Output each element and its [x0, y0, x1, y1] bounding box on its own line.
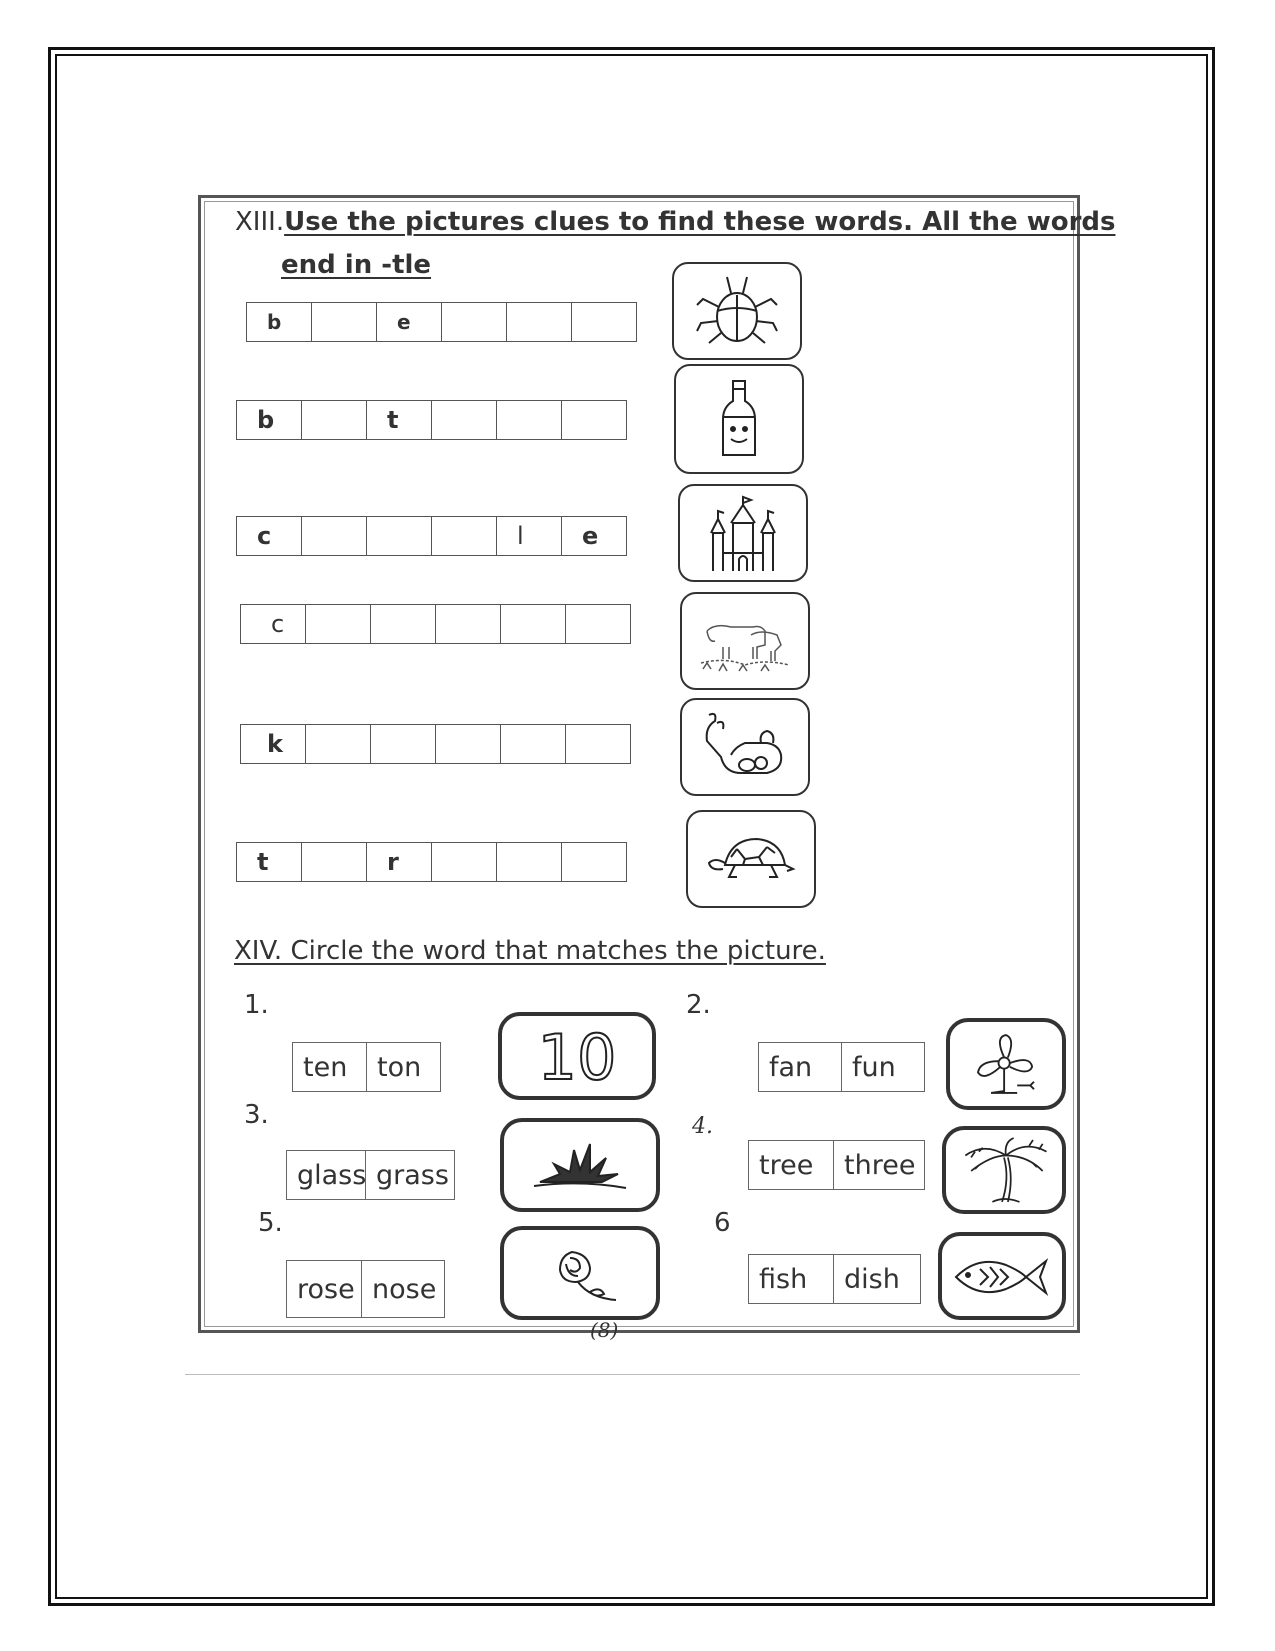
- palm-tree-icon: [942, 1126, 1066, 1214]
- letter-box[interactable]: [441, 302, 507, 342]
- letter-box[interactable]: [561, 400, 627, 440]
- choice-group-6: [748, 1254, 921, 1304]
- item-number: 6: [714, 1208, 731, 1238]
- word-option[interactable]: three: [833, 1140, 925, 1190]
- fish-icon: [938, 1232, 1066, 1320]
- letter-box[interactable]: [431, 400, 497, 440]
- choice-group-2: [758, 1042, 925, 1092]
- letter-box: t: [236, 842, 302, 882]
- word-row-cattle: [240, 604, 631, 644]
- letter-box: e: [561, 516, 627, 556]
- word-row-castle: [236, 516, 627, 556]
- letter-box: c: [240, 604, 306, 644]
- letter-box[interactable]: [435, 724, 501, 764]
- section-14-heading: [214, 936, 826, 966]
- letter-box[interactable]: [571, 302, 637, 342]
- castle-icon: [678, 484, 808, 582]
- letter-box[interactable]: [496, 400, 562, 440]
- kettle-icon: [680, 698, 810, 796]
- letter-box: t: [366, 400, 432, 440]
- word-option[interactable]: grass: [365, 1150, 455, 1200]
- page-number: (8): [590, 1318, 619, 1342]
- turtle-icon: [686, 810, 816, 908]
- letter-box[interactable]: [301, 842, 367, 882]
- letter-box[interactable]: [506, 302, 572, 342]
- letter-box[interactable]: [496, 842, 562, 882]
- section-14-title: XIV. Circle the word that matches the picture.: [234, 936, 826, 966]
- word-row-beetle: [246, 302, 637, 342]
- letter-box: l: [496, 516, 562, 556]
- choice-group-5: [286, 1260, 445, 1318]
- letter-box: c: [236, 516, 302, 556]
- fan-icon: [946, 1018, 1066, 1110]
- letter-box[interactable]: [301, 516, 367, 556]
- letter-box[interactable]: [565, 604, 631, 644]
- letter-box[interactable]: [561, 842, 627, 882]
- beetle-icon: [672, 262, 802, 360]
- bottle-icon: [674, 364, 804, 474]
- letter-box[interactable]: [311, 302, 377, 342]
- word-option[interactable]: dish: [833, 1254, 921, 1304]
- word-row-bottle: [236, 400, 627, 440]
- letter-box[interactable]: [500, 604, 566, 644]
- item-number: 3.: [244, 1100, 269, 1130]
- item-number: 1.: [244, 990, 269, 1020]
- item-number: 5.: [258, 1208, 283, 1238]
- section-13-prefix: XIII.: [235, 207, 285, 237]
- word-option[interactable]: rose: [286, 1260, 362, 1318]
- word-option[interactable]: nose: [361, 1260, 445, 1318]
- word-option[interactable]: tree: [748, 1140, 834, 1190]
- choice-group-4: [748, 1140, 925, 1190]
- item-number: 2.: [686, 990, 711, 1020]
- rose-icon: [500, 1226, 660, 1320]
- letter-box[interactable]: [431, 842, 497, 882]
- footer-rule: [185, 1374, 1080, 1375]
- letter-box: b: [246, 302, 312, 342]
- word-option[interactable]: ten: [292, 1042, 367, 1092]
- section-13-heading-line2: [281, 250, 431, 280]
- section-13-heading: [235, 207, 1116, 237]
- letter-box: e: [376, 302, 442, 342]
- word-option[interactable]: ton: [366, 1042, 441, 1092]
- choice-group-3: [286, 1150, 455, 1200]
- section-13-title-line2: end in -tle: [281, 250, 432, 280]
- letter-box[interactable]: [435, 604, 501, 644]
- letter-box[interactable]: [366, 516, 432, 556]
- letter-box[interactable]: [305, 604, 371, 644]
- grass-icon: [500, 1118, 660, 1212]
- word-option[interactable]: fan: [758, 1042, 842, 1092]
- letter-box: k: [240, 724, 306, 764]
- word-row-kettle: [240, 724, 631, 764]
- section-13-title-line1: Use the pictures clues to find these words. All the words: [284, 207, 1116, 237]
- item-number: 4.: [692, 1114, 713, 1139]
- letter-box[interactable]: [305, 724, 371, 764]
- letter-box[interactable]: [500, 724, 566, 764]
- choice-group-1: [292, 1042, 441, 1092]
- letter-box[interactable]: [301, 400, 367, 440]
- letter-box[interactable]: [370, 604, 436, 644]
- word-option[interactable]: glass: [286, 1150, 366, 1200]
- number-ten-icon: [498, 1012, 656, 1100]
- word-option[interactable]: fun: [841, 1042, 925, 1092]
- word-row-turtle: [236, 842, 627, 882]
- letter-box: r: [366, 842, 432, 882]
- word-option[interactable]: fish: [748, 1254, 834, 1304]
- letter-box[interactable]: [431, 516, 497, 556]
- letter-box[interactable]: [370, 724, 436, 764]
- letter-box[interactable]: [565, 724, 631, 764]
- cattle-icon: [680, 592, 810, 690]
- number-ten-text: 10: [537, 1021, 617, 1091]
- letter-box: b: [236, 400, 302, 440]
